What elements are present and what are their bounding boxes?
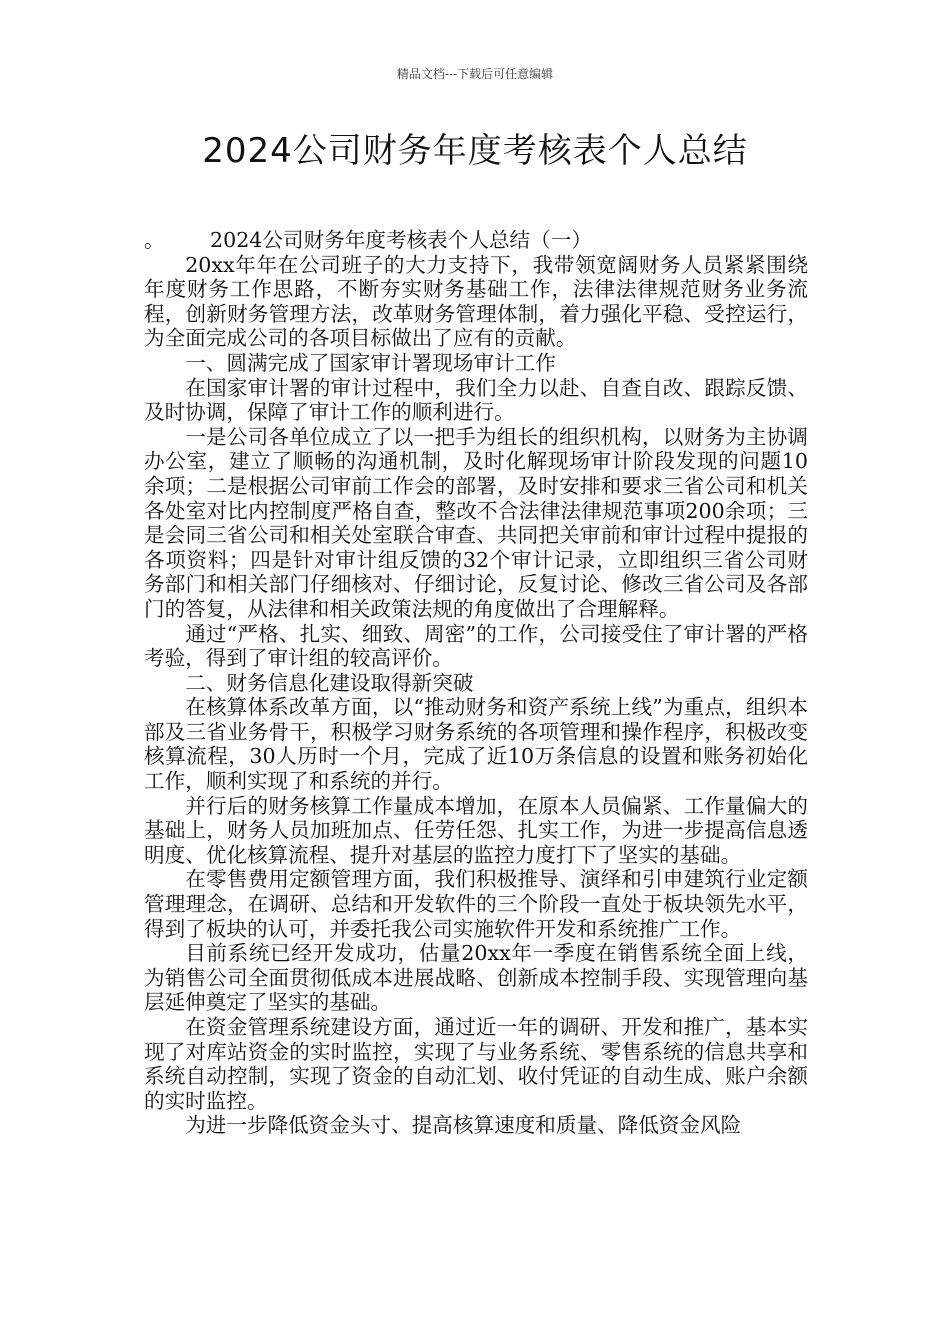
header-note: 精品文档---下载后可任意编辑 [396, 67, 554, 81]
paragraph: 一是公司各单位成立了以一把手为组长的组织机构，以财务为主协调办公室，建立了顺畅的沟通机制，及时化解现场审计阶段发现的问题10余项；二是根据公司审前工作会的部署，及时安排和要求三省公司和机关各处室对比内控制度严格自查，整改不合法律法律规范事项200余项；三是会同三省公司和相关处室联合审查、共同把关审前和审计过程中提报的各项资料；四是针对审计组反馈的32个审计记录，立即组织三省公司财务部门和相关部门仔细核对、仔细讨论，反复讨论、修改三省公司及各部门的答复，从法律和相关政策法规的角度做出了合理解释。 [144, 424, 808, 621]
paragraph: 为进一步降低资金头寸、提高核算速度和质量、降低资金风险 [185, 1113, 742, 1138]
section-subtitle: 2024公司财务年度考核表个人总结（一） [210, 228, 592, 252]
paragraph: 并行后的财务核算工作量成本增加，在原本人员偏紧、工作量偏大的基础上，财务人员加班加点、任劳任怨、扎实工作，为进一步提高信息透明度、优化核算流程、提升对基层的监控力度打下了坚实的基础。 [144, 793, 808, 867]
section-heading-1: 一、圆满完成了国家审计署现场审计工作 [185, 350, 556, 375]
lead-mark: 。 [144, 228, 165, 252]
document-title: 2024公司财务年度考核表个人总结 [202, 131, 748, 171]
document-body [144, 228, 808, 1138]
paragraph: 通过“严格、扎实、细致、周密”的工作，公司接受住了审计署的严格考验，得到了审计组的较高评价。 [144, 621, 808, 671]
paragraph: 目前系统已经开发成功，估量20xx年一季度在销售系统全面上线，为销售公司全面贯彻低成本进展战略、创新成本控制手段、实现管理向基层延伸奠定了坚实的基础。 [144, 941, 808, 1015]
section-heading-2: 二、财务信息化建设取得新突破 [185, 670, 474, 695]
subtitle-line [144, 228, 808, 253]
paragraph: 在核算体系改革方面，以“推动财务和资产系统上线”为重点，组织本部及三省业务骨干，积极学习财务系统的各项管理和操作程序，积极改变核算流程，30人历时一个月，完成了近10万条信息的设置和账务初始化工作，顺利实现了和系统的并行。 [144, 695, 808, 794]
paragraph: 在资金管理系统建设方面，通过近一年的调研、开发和推广，基本实现了对库站资金的实时监控，实现了与业务系统、零售系统的信息共享和系统自动控制，实现了资金的自动汇划、收付凭证的自动生成、账户余额的实时监控。 [144, 1015, 808, 1113]
paragraph: 在国家审计署的审计过程中，我们全力以赴、自查自改、跟踪反馈、及时协调，保障了审计工作的顺利进行。 [144, 375, 808, 425]
paragraph: 在零售费用定额管理方面，我们积极推导、演绎和引申建筑行业定额管理理念，在调研、总结和开发软件的三个阶段一直处于板块领先水平，得到了板块的认可，并委托我公司实施软件开发和系统推广工作。 [144, 867, 808, 941]
paragraph-intro: 20xx年年在公司班子的大力支持下，我带领宽阔财务人员紧紧围绕年度财务工作思路，不断夯实财务基础工作，法律法律规范财务业务流程，创新财务管理方法，改革财务管理体制，着力强化平稳、受控运行，为全面完成公司的各项目标做出了应有的贡献。 [144, 252, 808, 351]
